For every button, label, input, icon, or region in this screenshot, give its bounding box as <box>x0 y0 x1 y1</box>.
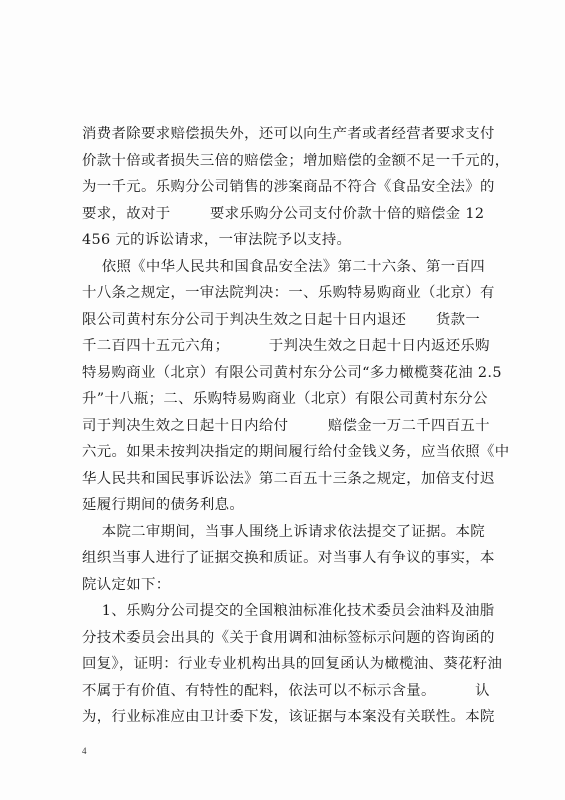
text-line: 价款十倍或者损失三倍的赔偿金；增加赔偿的金额不足一千元的， <box>82 152 510 169</box>
text-line: 限公司黄村东分公司于判决生效之日起十日内退还 货款一 <box>82 311 481 328</box>
text-line: 分技术委员会出具的《关于食用调和油标签标示问题的咨询函的 <box>82 629 495 646</box>
page-number: 4 <box>82 746 87 756</box>
text-line: 消费者除要求赔偿损失外，还可以向生产者或者经营者要求支付 <box>82 126 495 142</box>
text-line: 456 元的诉讼请求，一审法院予以支持。 <box>82 232 352 248</box>
text-line: 司于判决生效之日起十日内给付 赔偿金一万二千四百五十 <box>82 417 490 434</box>
text-line: 华人民共和国民事诉讼法》第二百五十三条之规定，加倍支付迟 <box>82 470 495 487</box>
text-line: 本院二审期间，当事人围绕上诉请求依法提交了证据。本院 <box>82 523 485 540</box>
text-line: 1、乐购分公司提交的全国粮油标准化技术委员会油料及油脂 <box>82 603 495 619</box>
text-line: 组织当事人进行了证据交换和质证。对当事人有争议的事实，本 <box>82 550 495 566</box>
text-line: 院认定如下： <box>82 576 171 593</box>
text-line: 千二百四十五元六角； 于判决生效之日起十日内返还乐购 <box>82 338 490 354</box>
text-line: 升”十八瓶；二、乐购特易购商业（北京）有限公司黄村东分公 <box>82 391 488 407</box>
document-body <box>82 121 522 731</box>
text-line: 十八条之规定，一审法院判决：一、乐购特易购商业（北京）有 <box>82 285 495 301</box>
text-line: 特易购商业（北京）有限公司黄村东分公司“多力橄榄葵花油 2.5 <box>82 364 502 381</box>
text-line: 为一千元。乐购分公司销售的涉案商品不符合《食品安全法》的 <box>82 179 495 195</box>
text-line: 延履行期间的债务利息。 <box>82 497 245 513</box>
text-line: 要求，故对于 要求乐购分公司支付价款十倍的赔偿金 12 <box>82 205 485 222</box>
text-line: 不属于有价值、有特性的配料，依法可以不标示含量。 认 <box>82 682 490 699</box>
text-line: 回复》，证明：行业专业机构出具的回复函认为橄榄油、葵花籽油 <box>82 656 503 672</box>
text-line: 六元。如果未按判决指定的期间履行给付金钱义务，应当依照《中 <box>82 444 510 460</box>
text-line: 为，行业标准应由卫计委下发，该证据与本案没有关联性。本院 <box>82 709 495 725</box>
text-line: 依照《中华人民共和国食品安全法》第二十六条、第一百四 <box>82 258 485 275</box>
